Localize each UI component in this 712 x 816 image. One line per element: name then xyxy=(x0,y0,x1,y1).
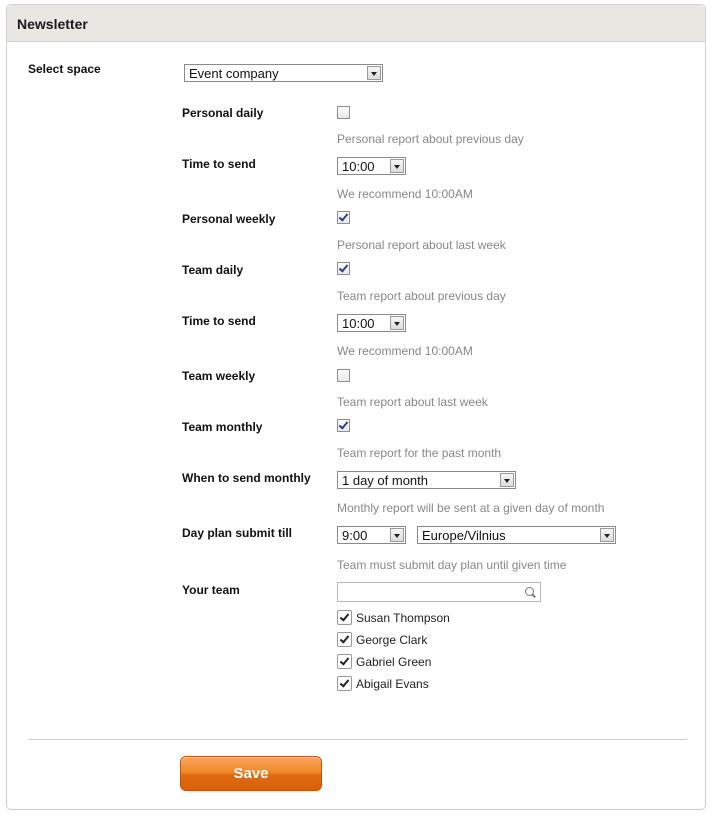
timezone-select[interactable] xyxy=(417,526,616,544)
personal-time-select[interactable] xyxy=(337,157,406,175)
team-search-input[interactable] xyxy=(337,582,541,602)
team-member-name: Gabriel Green xyxy=(356,655,432,669)
team-weekly-checkbox[interactable] xyxy=(337,369,350,382)
personal-time-value: 10:00 xyxy=(342,159,375,174)
team-member-name: George Clark xyxy=(356,633,428,647)
chevron-down-icon xyxy=(390,159,404,173)
space-select-value: Event company xyxy=(189,66,279,81)
panel-title: Newsletter xyxy=(17,16,88,32)
chevron-down-icon xyxy=(500,473,514,487)
select-space-label: Select space xyxy=(28,62,101,76)
save-button[interactable]: Save xyxy=(180,756,322,791)
monthly-when-label: When to send monthly xyxy=(182,471,311,485)
team-time-hint: We recommend 10:00AM xyxy=(337,344,473,358)
day-plan-hint: Team must submit day plan until given time xyxy=(337,558,567,572)
team-time-label: Time to send xyxy=(182,314,256,328)
personal-weekly-hint: Personal report about last week xyxy=(337,238,506,252)
personal-time-label: Time to send xyxy=(182,157,256,171)
personal-time-hint: We recommend 10:00AM xyxy=(337,187,473,201)
team-weekly-hint: Team report about last week xyxy=(337,395,488,409)
day-plan-label: Day plan submit till xyxy=(182,526,293,540)
team-daily-hint: Team report about previous day xyxy=(337,289,506,303)
personal-weekly-checkbox[interactable] xyxy=(337,211,350,224)
your-team-label: Your team xyxy=(182,583,240,597)
monthly-day-select[interactable] xyxy=(337,471,516,489)
team-monthly-hint: Team report for the past month xyxy=(337,446,502,460)
chevron-down-icon xyxy=(367,66,381,80)
personal-daily-hint: Personal report about previous day xyxy=(337,132,524,146)
chevron-down-icon xyxy=(600,528,614,542)
form-divider xyxy=(28,739,687,740)
personal-daily-checkbox[interactable] xyxy=(337,106,350,119)
day-plan-time-value: 9:00 xyxy=(342,528,368,543)
team-member-checkbox[interactable] xyxy=(337,610,352,625)
team-member-name: Susan Thompson xyxy=(356,611,450,625)
timezone-value: Europe/Vilnius xyxy=(422,528,506,543)
search-icon[interactable] xyxy=(525,587,534,596)
space-select[interactable] xyxy=(184,64,383,82)
team-member-checkbox[interactable] xyxy=(337,632,352,647)
panel-header xyxy=(7,5,705,42)
day-plan-time-select[interactable] xyxy=(337,526,406,544)
team-monthly-checkbox[interactable] xyxy=(337,419,350,432)
team-time-value: 10:00 xyxy=(342,316,375,331)
monthly-when-hint: Monthly report will be sent at a given day of month xyxy=(337,501,605,515)
team-monthly-label: Team monthly xyxy=(182,420,263,434)
personal-daily-label: Personal daily xyxy=(182,106,264,120)
monthly-day-value: 1 day of month xyxy=(342,473,428,488)
team-member-name: Abigail Evans xyxy=(356,677,429,691)
personal-weekly-label: Personal weekly xyxy=(182,212,276,226)
team-daily-checkbox[interactable] xyxy=(337,262,350,275)
team-weekly-label: Team weekly xyxy=(182,369,256,383)
team-member-checkbox[interactable] xyxy=(337,676,352,691)
team-time-select[interactable] xyxy=(337,314,406,332)
team-daily-label: Team daily xyxy=(182,263,244,277)
chevron-down-icon xyxy=(390,528,404,542)
team-member-checkbox[interactable] xyxy=(337,654,352,669)
chevron-down-icon xyxy=(390,316,404,330)
